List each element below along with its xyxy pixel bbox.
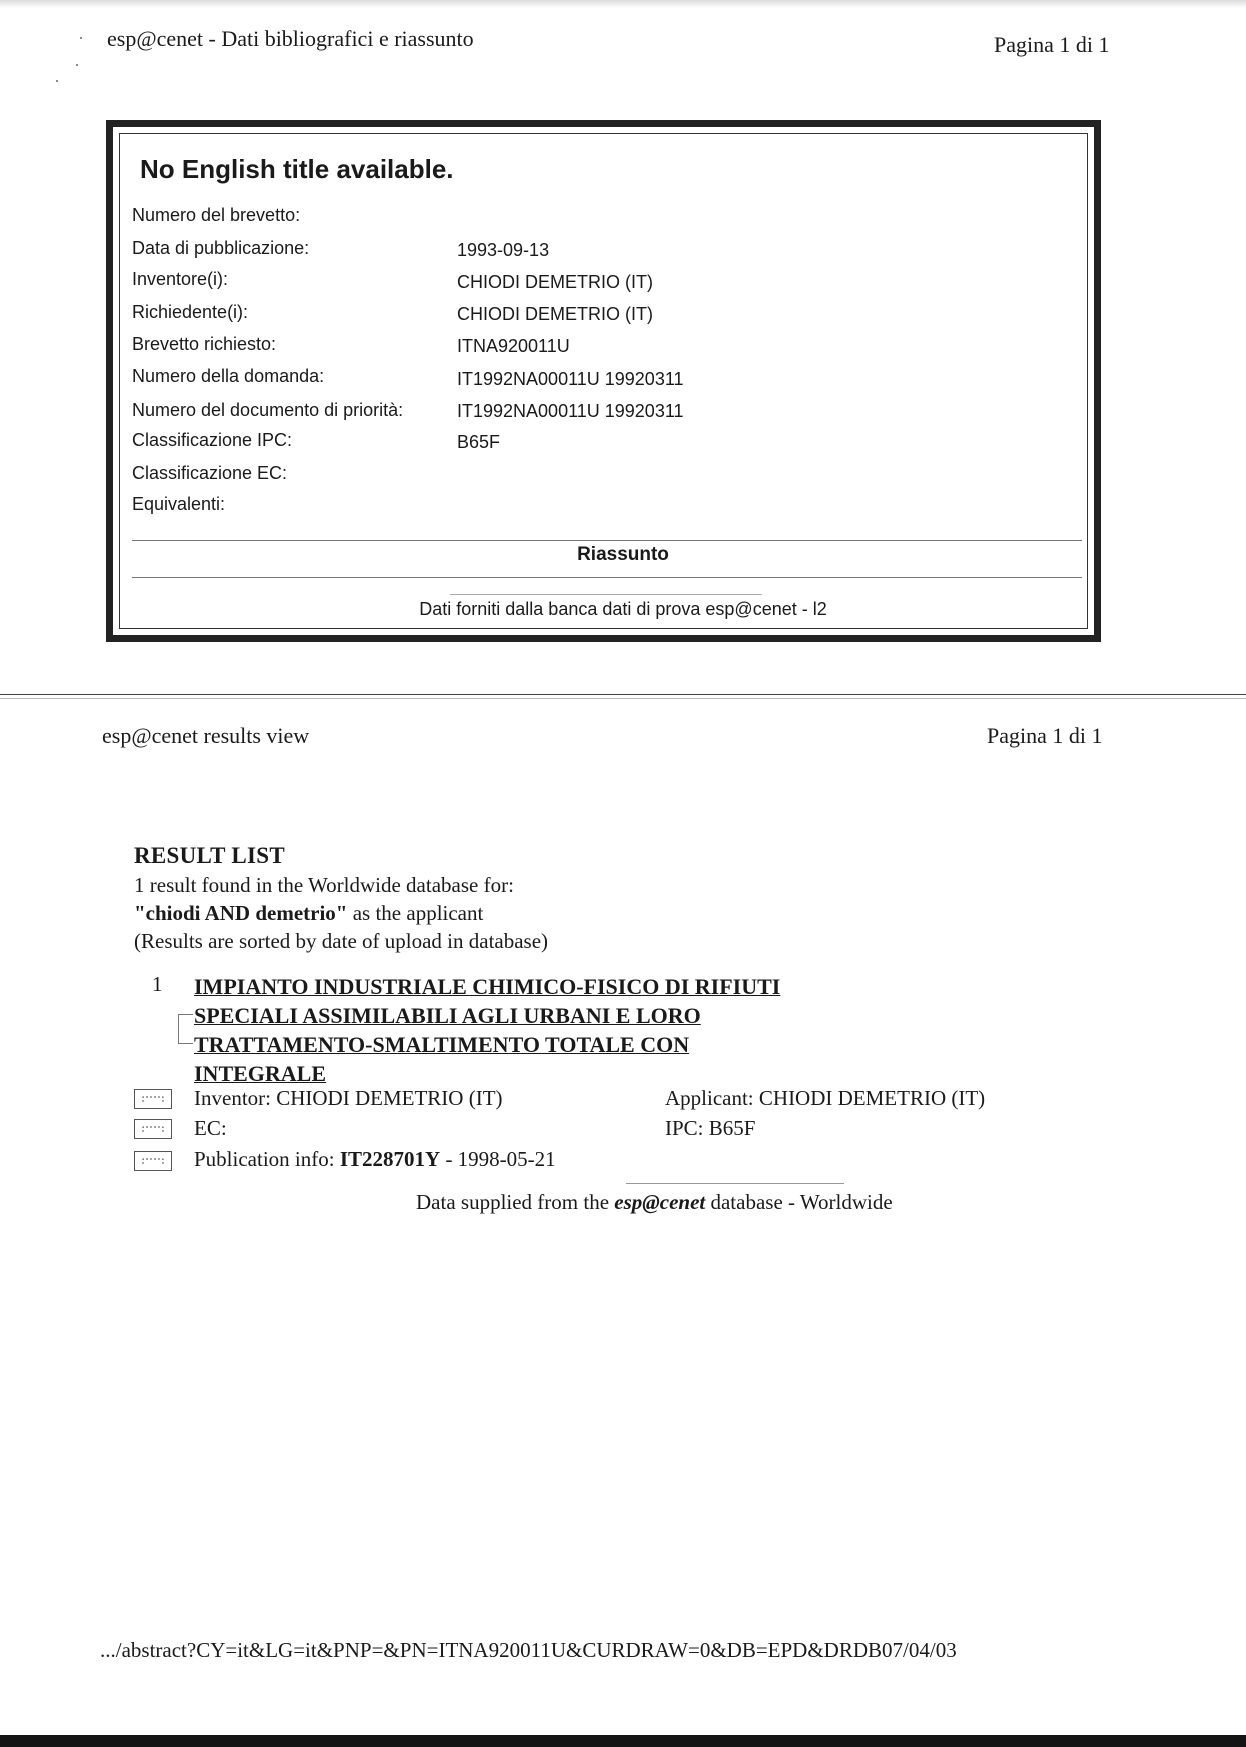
- divider: [132, 577, 1082, 578]
- page1-page-indicator: Pagina 1 di 1: [994, 32, 1110, 57]
- data-supplied-note: [416, 1190, 893, 1215]
- field-value-inventor: CHIODI DEMETRIO (IT): [457, 272, 653, 292]
- page1-header-title: esp@cenet - Dati bibliografici e riassunto: [107, 26, 474, 51]
- field-label-inventor: Inventore(i):: [132, 269, 229, 289]
- publication-date: - 1998-05-21: [440, 1147, 556, 1171]
- field-label-equivalents: Equivalenti:: [132, 494, 226, 514]
- toggle-icon: [142, 1157, 164, 1165]
- query-suffix: as the applicant: [347, 901, 484, 925]
- database-source-note: Dati forniti dalla banca dati di prova esp@cenet - l2: [419, 599, 827, 619]
- result-title-line: IMPIANTO INDUSTRIALE CHIMICO-FISICO DI RIFIUTI: [194, 974, 781, 999]
- scan-speck: [56, 80, 58, 82]
- divider: [626, 1183, 844, 1184]
- publication-number-link[interactable]: IT228701Y: [339, 1147, 441, 1171]
- result-title-line: INTEGRALE: [194, 1061, 327, 1086]
- query-line: [134, 901, 483, 926]
- sort-note: (Results are sorted by date of upload in database): [134, 929, 549, 953]
- select-checkbox[interactable]: [178, 1014, 193, 1044]
- scan-speck: [76, 64, 78, 66]
- result-title-line: SPECIALI ASSIMILABILI AGLI URBANI E LORO: [194, 1003, 701, 1028]
- divider: [132, 540, 1082, 541]
- divider: [450, 594, 762, 595]
- field-label-priority-number: Numero del documento di priorità:: [132, 400, 404, 420]
- results-found-line: 1 result found in the Worldwide database for:: [134, 873, 514, 897]
- field-label-patent-number: Numero del brevetto:: [132, 205, 301, 225]
- result-publication-info: [194, 1147, 556, 1172]
- ec-toggle-icon[interactable]: [134, 1119, 172, 1139]
- scan-top-shadow: [0, 0, 1246, 8]
- database-name: esp@cenet: [614, 1190, 706, 1214]
- field-label-requested-patent: Brevetto richiesto:: [132, 334, 277, 354]
- print-url-footer: .../abstract?CY=it&LG=it&PNP=&PN=ITNA920011U&CURDRAW=0&DB=EPD&DRDB07/04/03: [100, 1638, 957, 1662]
- patent-title: No English title available.: [140, 154, 454, 184]
- toggle-icon: [142, 1125, 164, 1133]
- data-supplied-suffix: database - Worldwide: [705, 1190, 893, 1214]
- page-separator: [0, 694, 1246, 695]
- query-text: "chiodi AND demetrio": [134, 901, 348, 925]
- scan-bottom-edge: [0, 1735, 1246, 1747]
- result-inventor: Inventor: CHIODI DEMETRIO (IT): [194, 1086, 503, 1110]
- publication-toggle-icon[interactable]: [134, 1151, 172, 1171]
- field-value-publication-date: 1993-09-13: [457, 240, 550, 260]
- toggle-icon: [142, 1095, 164, 1103]
- field-label-publication-date: Data di pubblicazione:: [132, 238, 310, 258]
- field-label-ec-classification: Classificazione EC:: [132, 463, 288, 483]
- inventor-toggle-icon[interactable]: [134, 1089, 172, 1109]
- field-label-application-number: Numero della domanda:: [132, 366, 325, 386]
- page-separator: [0, 698, 1246, 699]
- field-value-ipc-classification: B65F: [457, 432, 501, 452]
- publication-label: Publication info:: [194, 1147, 340, 1171]
- data-supplied-prefix: Data supplied from the: [416, 1190, 615, 1214]
- result-applicant: Applicant: CHIODI DEMETRIO (IT): [665, 1086, 986, 1110]
- page2-header-title: esp@cenet results view: [102, 723, 310, 748]
- result-title-link[interactable]: [194, 972, 894, 1088]
- result-ipc: IPC: B65F: [665, 1116, 756, 1140]
- abstract-heading: Riassunto: [577, 544, 669, 565]
- field-value-priority-number: IT1992NA00011U 19920311: [457, 401, 684, 421]
- field-value-applicant: CHIODI DEMETRIO (IT): [457, 304, 653, 324]
- field-label-applicant: Richiedente(i):: [132, 302, 249, 322]
- scan-speck: [80, 37, 82, 39]
- field-value-requested-patent: ITNA920011U: [457, 336, 570, 356]
- result-list-heading: RESULT LIST: [134, 843, 285, 868]
- result-ec: EC:: [194, 1116, 227, 1140]
- result-number: 1: [152, 972, 163, 996]
- page2-page-indicator: Pagina 1 di 1: [987, 723, 1103, 748]
- result-title-line: TRATTAMENTO-SMALTIMENTO TOTALE CON: [194, 1032, 690, 1057]
- field-label-ipc-classification: Classificazione IPC:: [132, 430, 293, 450]
- field-value-application-number: IT1992NA00011U 19920311: [457, 369, 684, 389]
